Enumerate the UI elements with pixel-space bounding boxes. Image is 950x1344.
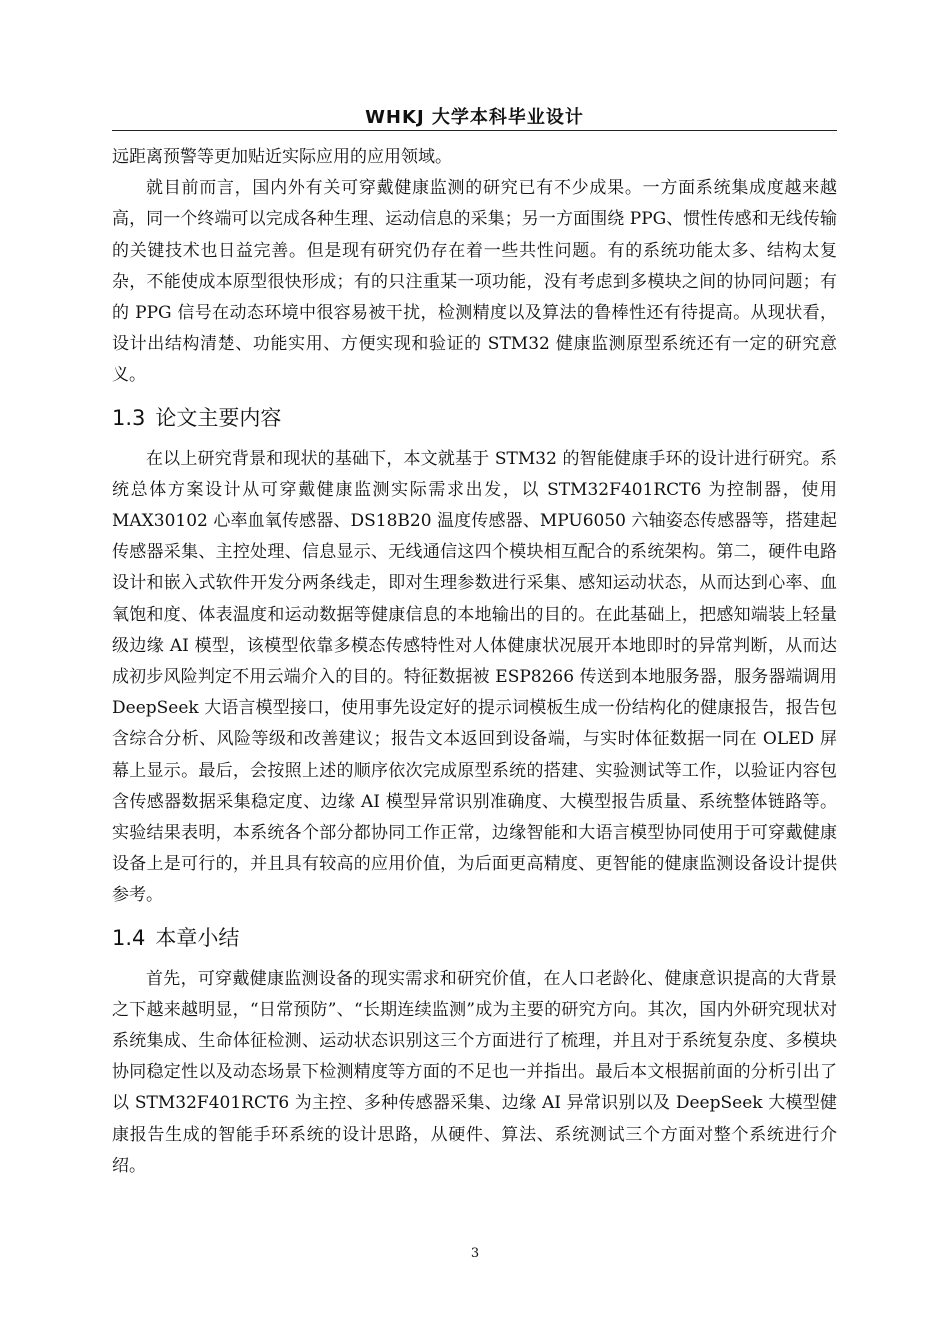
section-heading-1-4 [112,924,837,952]
paragraph-chapter-summary: 首先，可穿戴健康监测设备的现实需求和研究价值，在人口老龄化、健康意识提高的大背景之下越来越明显，“日常预防”、“长期连续监测”成为主要的研究方向。其次，国内外研究现状对系统集成、生命体征检测、运动状态识别这三个方面进行了梳理，并且对于系统复杂度、多模块协同稳定性以及动态场景下检测精度等方面的不足也一并指出。最后本文根据前面的分析引出了以 STM32F401RCT6 为主控、多种传感器采集、边缘 AI 异常识别以及 DeepSeek 大模型健康报告生成的智能手环系统的设计思路，从硬件、算法、系统测试三个方面对整个系统进行介绍。 [112,968,837,1176]
paragraph-research-status: 就目前而言，国内外有关可穿戴健康监测的研究已有不少成果。一方面系统集成度越来越高，同一个终端可以完成各种生理、运动信息的采集；另一方面围绕 PPG、惯性传感和无线传输的关键技术也日益完善。但是现有研究仍存在着一些共性问题。有的系统功能太多、结构太复杂，不能使成本原型很快形成；有的只注重某一项功能，没有考虑到多模块之间的协同问题；有的 PPG 信号在动态环境中很容易被干扰，检测精度以及算法的鲁棒性还有待提高。从现状看，设计出结构清楚、功能实用、方便实现和验证的 STM32 健康监测原型系统还有一定的研究意义。 [112,178,837,386]
section-heading-1-3 [112,404,837,432]
section-number: 1.4 [112,925,146,950]
section-title: 论文主要内容 [155,405,282,430]
continuation-paragraph: 远距离预警等更加贴近实际应用的应用领域。 [112,147,452,167]
section-title: 本章小结 [155,925,240,950]
header-rule [112,130,837,131]
section-number: 1.3 [112,405,146,430]
paragraph-main-content: 在以上研究背景和现状的基础下，本文就基于 STM32 的智能健康手环的设计进行研究。系统总体方案设计从可穿戴健康监测实际需求出发，以 STM32F401RCT6 为控制器，使用 MAX30102 心率血氧传感器、DS18B20 温度传感器、MPU6050 六轴姿态传感器等，搭建起传感器采集、主控处理、信息显示、无线通信这四个模块相互配合的系统架构。第二，硬件电路设计和嵌入式软件开发分两条线走，即对生理参数进行采集、感知运动状态，从而达到心率、血氧饱和度、体表温度和运动数据等健康信息的本地输出的目的。在此基础上，把感知端装上轻量级边缘 AI 模型，该模型依靠多模态传感特性对人体健康状况展开本地即时的异常判断，从而达成初步风险判定不用云端介入的目的。特征数据被 ESP8266 传送到本地服务器，服务器端调用 DeepSeek 大语言模型接口，使用事先设定好的提示词模板生成一份结构化的健康报告，报告包含综合分析、风险等级和改善建议；报告文本返回到设备端，与实时体征数据一同在 OLED 屏幕上显示。最后，会按照上述的顺序依次完成原型系统的搭建、实验测试等工作，以验证内容包含传感器数据采集稳定度、边缘 AI 模型异常识别准确度、大模型报告质量、系统整体链路等。实验结果表明，本系统各个部分都协同工作正常，边缘智能和大语言模型协同使用于可穿戴健康设备上是可行的，并且具有较高的应用价值，为后面更高精度、更智能的健康监测设备设计提供参考。 [112,448,837,906]
page-number: 3 [470,1246,480,1261]
page-body [112,142,837,1182]
running-header: WHKJ 大学本科毕业设计 [365,107,584,128]
